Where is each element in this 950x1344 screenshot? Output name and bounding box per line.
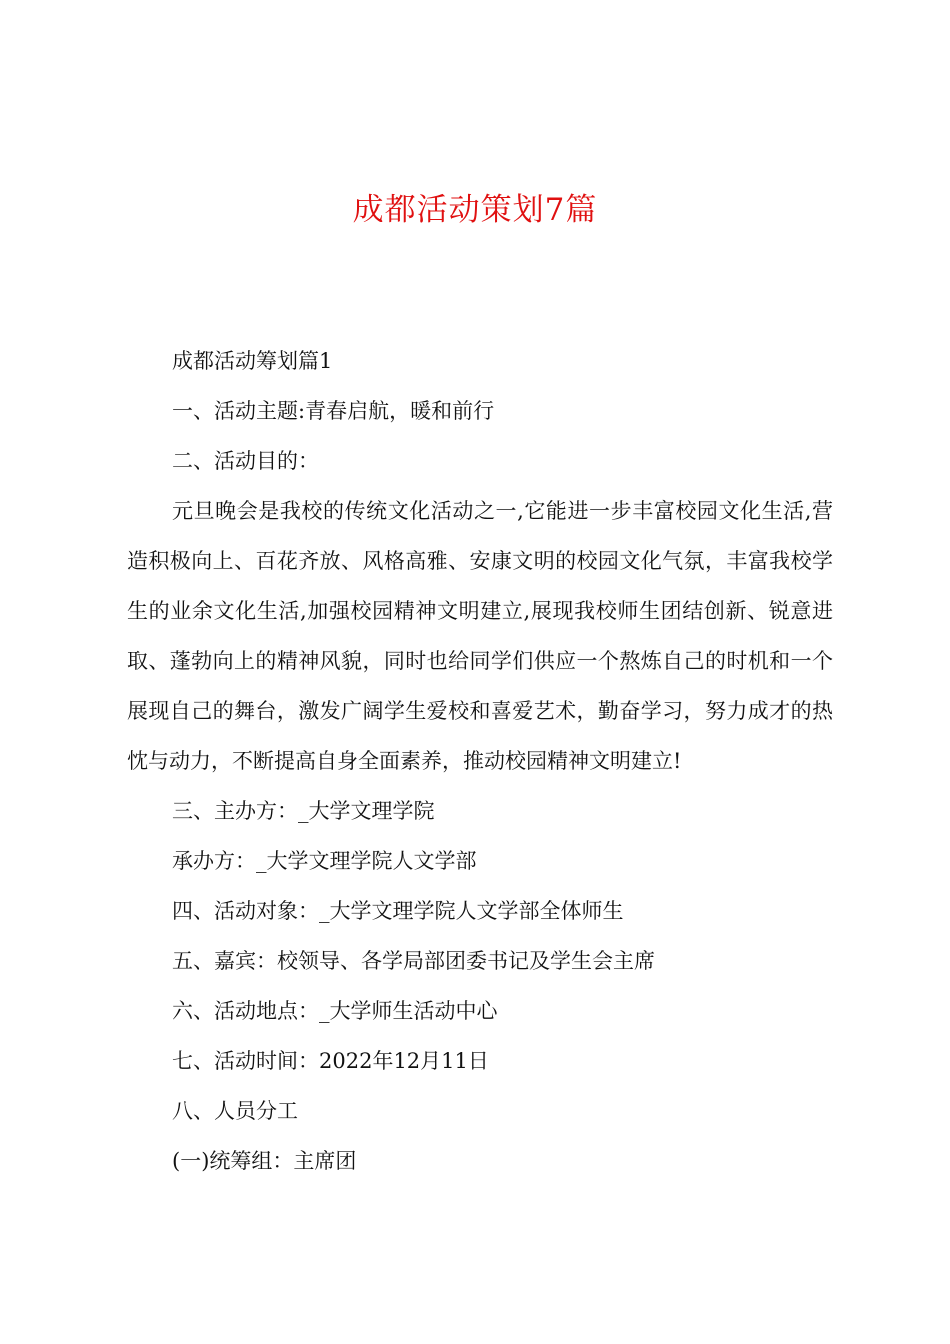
document-title: 成都活动策划7篇 [352,192,598,228]
section-heading: 成都活动筹划篇1 [172,349,333,373]
item-co-organizer: 承办方：_大学文理学院人文学部 [172,849,477,873]
item-organizer: 三、主办方：_大学文理学院 [172,799,435,823]
document-body [127,336,833,1186]
item-guests: 五、嘉宾：校领导、各学局部团委书记及学生会主席 [172,949,655,973]
sub-item-coordination: (一)统筹组：主席团 [172,1149,357,1173]
purpose-paragraph: 元旦晚会是我校的传统文化活动之一,它能进一步丰富校园文化生活,营造积极向上、百花齐放、风格高雅、安康文明的校园文化气氛，丰富我校学生的业余文化生活,加强校园精神文明建立,展现我校师生团结创新、锐意进取、蓬勃向上的精神风貌，同时也给同学们供应一个熬炼自己的时机和一个展现自己的舞台，激发广阔学生爱校和喜爱艺术，勤奋学习，努力成才的热忱与动力，不断提高自身全面素养，推动校园精神文明建立! [127,499,833,773]
item-time: 七、活动时间：2022年12月11日 [172,1049,489,1073]
item-purpose-heading: 二、活动目的： [172,449,319,473]
item-theme: 一、活动主题:青春启航，暖和前行 [172,399,495,423]
item-audience: 四、活动对象：_大学文理学院人文学部全体师生 [172,899,624,923]
item-location: 六、活动地点：_大学师生活动中心 [172,999,498,1023]
item-staffing: 八、人员分工 [172,1099,298,1123]
